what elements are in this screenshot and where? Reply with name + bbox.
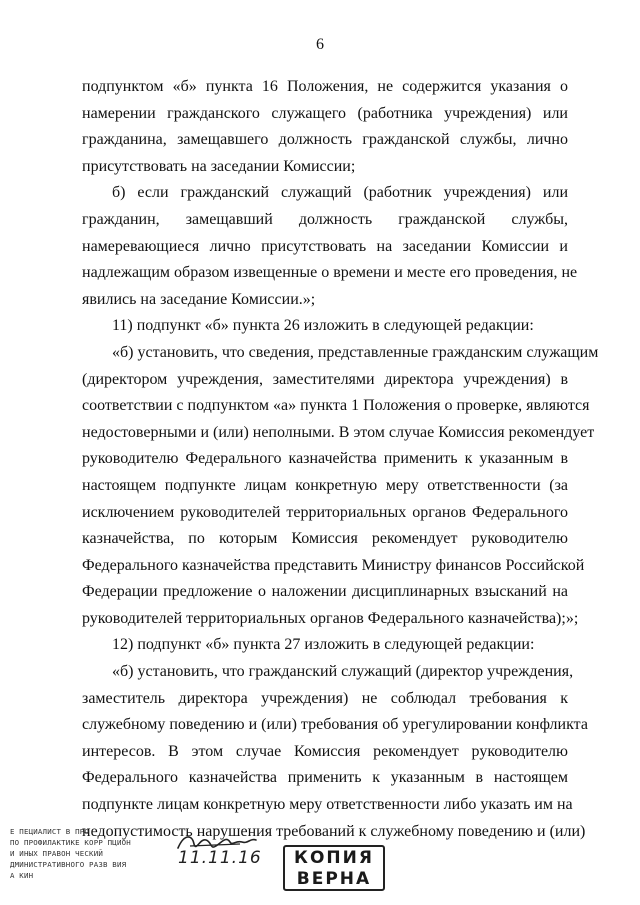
text-line: исключением руководителей территориальных органов Федерального <box>82 503 568 521</box>
stamp-note-line: ПО ПРОФИЛАКТИКЕ КОРР ПЦИОН <box>10 838 131 847</box>
text-line: гражданин, замещавший должность гражданской службы, <box>82 210 568 228</box>
stamp-line: ВЕРНА <box>296 869 372 889</box>
text-line: заместитель директора учреждения) не соблюдал требования к <box>82 689 568 707</box>
copy-certified-stamp <box>283 845 385 891</box>
text-line: присутствовать на заседании Комиссии; <box>82 157 356 175</box>
text-line: намеревающиеся лично присутствовать на заседании Комиссии и <box>82 237 568 255</box>
text-line: б) если гражданский служащий (работник учреждения) или <box>112 184 568 202</box>
text-line: Федерации предложение о наложении дисциплинарных взысканий на <box>82 583 568 601</box>
text-line: руководителей территориальных органов Федерального казначейства);»; <box>82 609 579 627</box>
text-line: «б) установить, что сведения, представленные гражданским служащим <box>112 343 599 361</box>
text-line: «б) установить, что гражданский служащий (директор учреждения, <box>112 663 574 681</box>
text-line: служебному поведению и (или) требования об урегулировании конфликта <box>82 716 588 734</box>
text-line: недопустимость нарушения требований к служебному поведению и (или) <box>82 822 586 840</box>
official-stamp-note <box>10 826 170 881</box>
text-line: настоящем подпункте лицам конкретную меру ответственности (за <box>82 476 568 494</box>
text-line: (директором учреждения, заместителями директора учреждения) в <box>82 370 568 388</box>
text-line: гражданина, замещавшего должность гражданской службы, лично <box>82 131 568 149</box>
stamp-note-line: Е ПЕЦИАЛИСТ В ПРО <box>10 827 90 836</box>
text-line: недостоверными и (или) неполными. В этом случае Комиссия рекомендует <box>82 423 595 441</box>
stamp-line: КОПИЯ <box>294 848 374 868</box>
stamp-note-line: И ИНЫХ ПРАВОН ЧЕСКИЙ <box>10 849 103 858</box>
text-line: намерении гражданского служащего (работника учреждения) или <box>82 104 568 122</box>
text-line: руководителю Федерального казначейства применить к указанным в <box>82 450 568 468</box>
document-body <box>82 74 599 845</box>
signature-date: 11.11.16 <box>178 848 262 868</box>
text-line: надлежащим образом извещенные о времени и месте его проведения, не <box>82 264 578 282</box>
text-line: Федерального казначейства представить Министру финансов Российской <box>82 556 585 574</box>
text-line: подпунктом «б» пункта 16 Положения, не содержится указания о <box>82 78 568 95</box>
stamp-note-line: А КИН <box>10 871 34 880</box>
text-line: подпункте лицам конкретную меру ответственности либо указать им на <box>82 796 573 814</box>
page-number: 6 <box>316 36 324 53</box>
text-line: 12) подпункт «б» пункта 27 изложить в следующей редакции: <box>112 636 535 654</box>
text-line: явились на заседание Комиссии.»; <box>82 290 316 308</box>
text-line: Федерального казначейства применить к указанным в настоящем <box>82 769 568 787</box>
text-line: 11) подпункт «б» пункта 26 изложить в следующей редакции: <box>112 317 534 335</box>
text-line: соответствии с подпунктом «а» пункта 1 Положения о проверке, являются <box>82 397 590 415</box>
stamp-note-line: ДМИНИСТРАТИВНОГО РАЗВ ВИЯ <box>10 860 127 869</box>
text-line: казначейства, по которым Комиссия рекомендует руководителю <box>82 530 568 548</box>
text-line: интересов. В этом случае Комиссия рекомендует руководителю <box>82 742 568 760</box>
